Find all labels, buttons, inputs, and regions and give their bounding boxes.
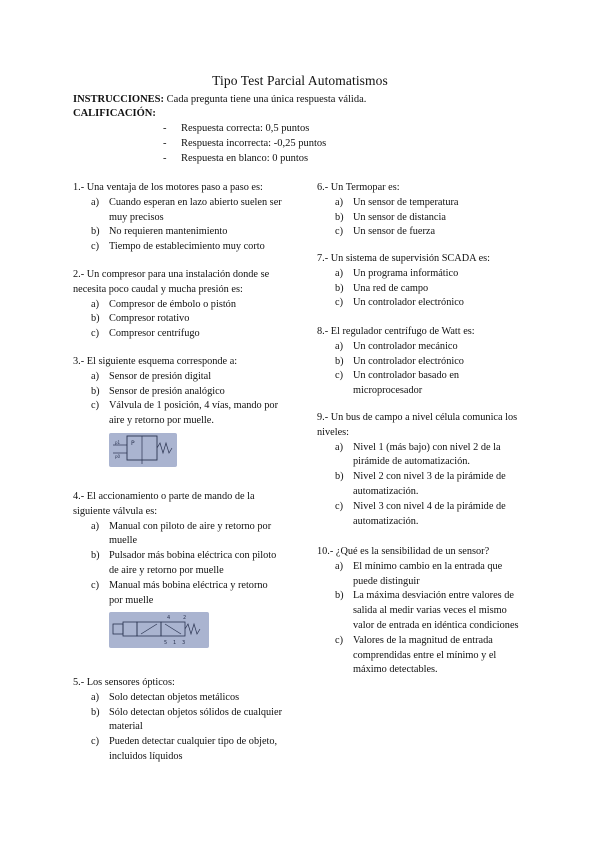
diagram-label: P — [131, 439, 135, 447]
option-c[interactable]: c) Compresor centrífugo — [91, 328, 200, 340]
option-c[interactable]: c) Un controlador basado en microprocesador — [335, 370, 460, 397]
option-a[interactable]: a) Cuando esperan en lazo abierto suelen ser muy precisos — [91, 196, 282, 223]
grading-item: - Respuesta incorrecta: -0,25 puntos — [163, 136, 326, 151]
grading-label: CALIFICACIÓN: — [73, 108, 156, 119]
question-10 — [317, 545, 522, 678]
question-2 — [73, 268, 283, 342]
question-4 — [73, 490, 283, 648]
pressure-sensor-symbol — [109, 433, 177, 467]
option-c[interactable]: c) Un sensor de fuerza — [335, 226, 436, 238]
option-a[interactable]: a) Un programa informático — [335, 267, 459, 279]
option-b[interactable]: b) Una red de campo — [335, 282, 429, 294]
grading-list — [163, 121, 326, 166]
question-8 — [317, 325, 522, 399]
port-label: 5 — [164, 640, 168, 647]
option-b[interactable]: b) Un sensor de distancia — [335, 211, 446, 223]
instructions — [73, 93, 366, 121]
question-stem: 5.- Los sensores ópticos: — [73, 677, 175, 688]
option-c[interactable]: c) Un controlador electrónico — [335, 297, 464, 309]
option-b[interactable]: b) Nivel 2 con nivel 3 de la pirámide de automatización. — [335, 471, 506, 497]
option-b[interactable]: b) La máxima desviación entre valores de salida al medir varias veces el mismo valor de entrada en idéntica condiciones — [335, 590, 519, 631]
option-c[interactable]: c) Válvula de 1 posición, 4 vías, mando por aire y retorno por muelle. — [91, 400, 279, 427]
valve-diagram — [109, 612, 209, 648]
option-c[interactable]: c) Nivel 3 con nivel 4 de la pirámide de automatización. — [335, 500, 506, 527]
question-stem: 1.- Una ventaja de los motores paso a paso es: — [73, 182, 263, 193]
question-3 — [73, 355, 283, 467]
question-6 — [317, 181, 522, 240]
option-b[interactable]: b) Un controlador electrónico — [335, 355, 464, 367]
option-a[interactable]: a) Nivel 1 (más bajo) con nivel 2 de la pirámide de automatización. — [335, 441, 501, 468]
question-stem: 7.- Un sistema de supervisión SCADA es: — [317, 253, 491, 264]
option-a[interactable]: a) Sensor de presión digital — [91, 370, 212, 382]
option-a[interactable]: a) El mínimo cambio en la entrada que puede distinguir — [335, 560, 503, 587]
port-label: 1 — [173, 640, 177, 647]
option-c[interactable]: c) Valores de la magnitud de entrada comprendidas entre el mínimo y el máximo detectables. — [335, 634, 497, 676]
option-a[interactable]: a) Un sensor de temperatura — [335, 196, 459, 208]
grading-item: - Respuesta correcta: 0,5 puntos — [163, 121, 326, 136]
diagram-label: p0 — [115, 453, 121, 459]
option-b[interactable]: b) Compresor rotativo — [91, 313, 190, 325]
valve-symbol — [109, 612, 209, 648]
port-label: 2 — [183, 615, 187, 622]
question-stem: 8.- El regulador centrífugo de Watt es: — [317, 326, 475, 337]
grading-item: - Respuesta en blanco: 0 puntos — [163, 151, 326, 166]
option-b[interactable]: b) Sensor de presión analógico — [91, 385, 225, 397]
option-a[interactable]: a) Manual con piloto de aire y retorno por muelle — [91, 520, 272, 547]
question-stem: 10.- ¿Qué es la sensibilidad de un sensor? — [317, 546, 490, 557]
option-b[interactable]: b) No requieren mantenimiento — [91, 226, 228, 238]
port-label: 3 — [182, 640, 186, 647]
question-stem: 3.- El siguiente esquema corresponde a: — [73, 356, 238, 367]
question-stem: 4.- El accionamiento o parte de mando de la siguiente válvula es: — [73, 491, 255, 517]
option-b[interactable]: b) Pulsador más bobina eléctrica con piloto de aire y retorno por muelle — [91, 550, 277, 576]
instructions-text: Cada pregunta tiene una única respuesta válida. — [166, 94, 367, 105]
question-stem: 2.- Un compresor para una instalación donde se necesita poco caudal y mucha presión es: — [73, 269, 270, 295]
option-b[interactable]: b) Sólo detectan objetos sólidos de cualquier material — [91, 706, 283, 733]
diagram-label: p1 — [115, 439, 121, 445]
option-a[interactable]: a) Compresor de émbolo o pistón — [91, 298, 236, 310]
pressure-sensor-diagram — [109, 433, 177, 467]
option-c[interactable]: c) Pueden detectar cualquier tipo de objeto, incluidos líquidos — [91, 736, 278, 762]
option-c[interactable]: c) Manual más bobina eléctrica y retorno por muelle — [91, 579, 268, 606]
question-9 — [317, 411, 522, 529]
question-stem: 6.- Un Termopar es: — [317, 182, 400, 193]
option-c[interactable]: c) Tiempo de establecimiento muy corto — [91, 241, 265, 253]
question-stem: 9.- Un bus de campo a nivel célula comunica los niveles: — [317, 412, 518, 438]
question-7 — [317, 252, 522, 311]
page-title: Tipo Test Parcial Automatismos — [212, 73, 388, 88]
port-label: 4 — [167, 615, 171, 622]
question-5 — [73, 676, 283, 765]
instructions-label: INSTRUCCIONES: — [73, 94, 165, 105]
question-1 — [73, 181, 283, 255]
option-a[interactable]: a) Solo detectan objetos metálicos — [91, 691, 240, 703]
option-a[interactable]: a) Un controlador mecánico — [335, 340, 458, 352]
